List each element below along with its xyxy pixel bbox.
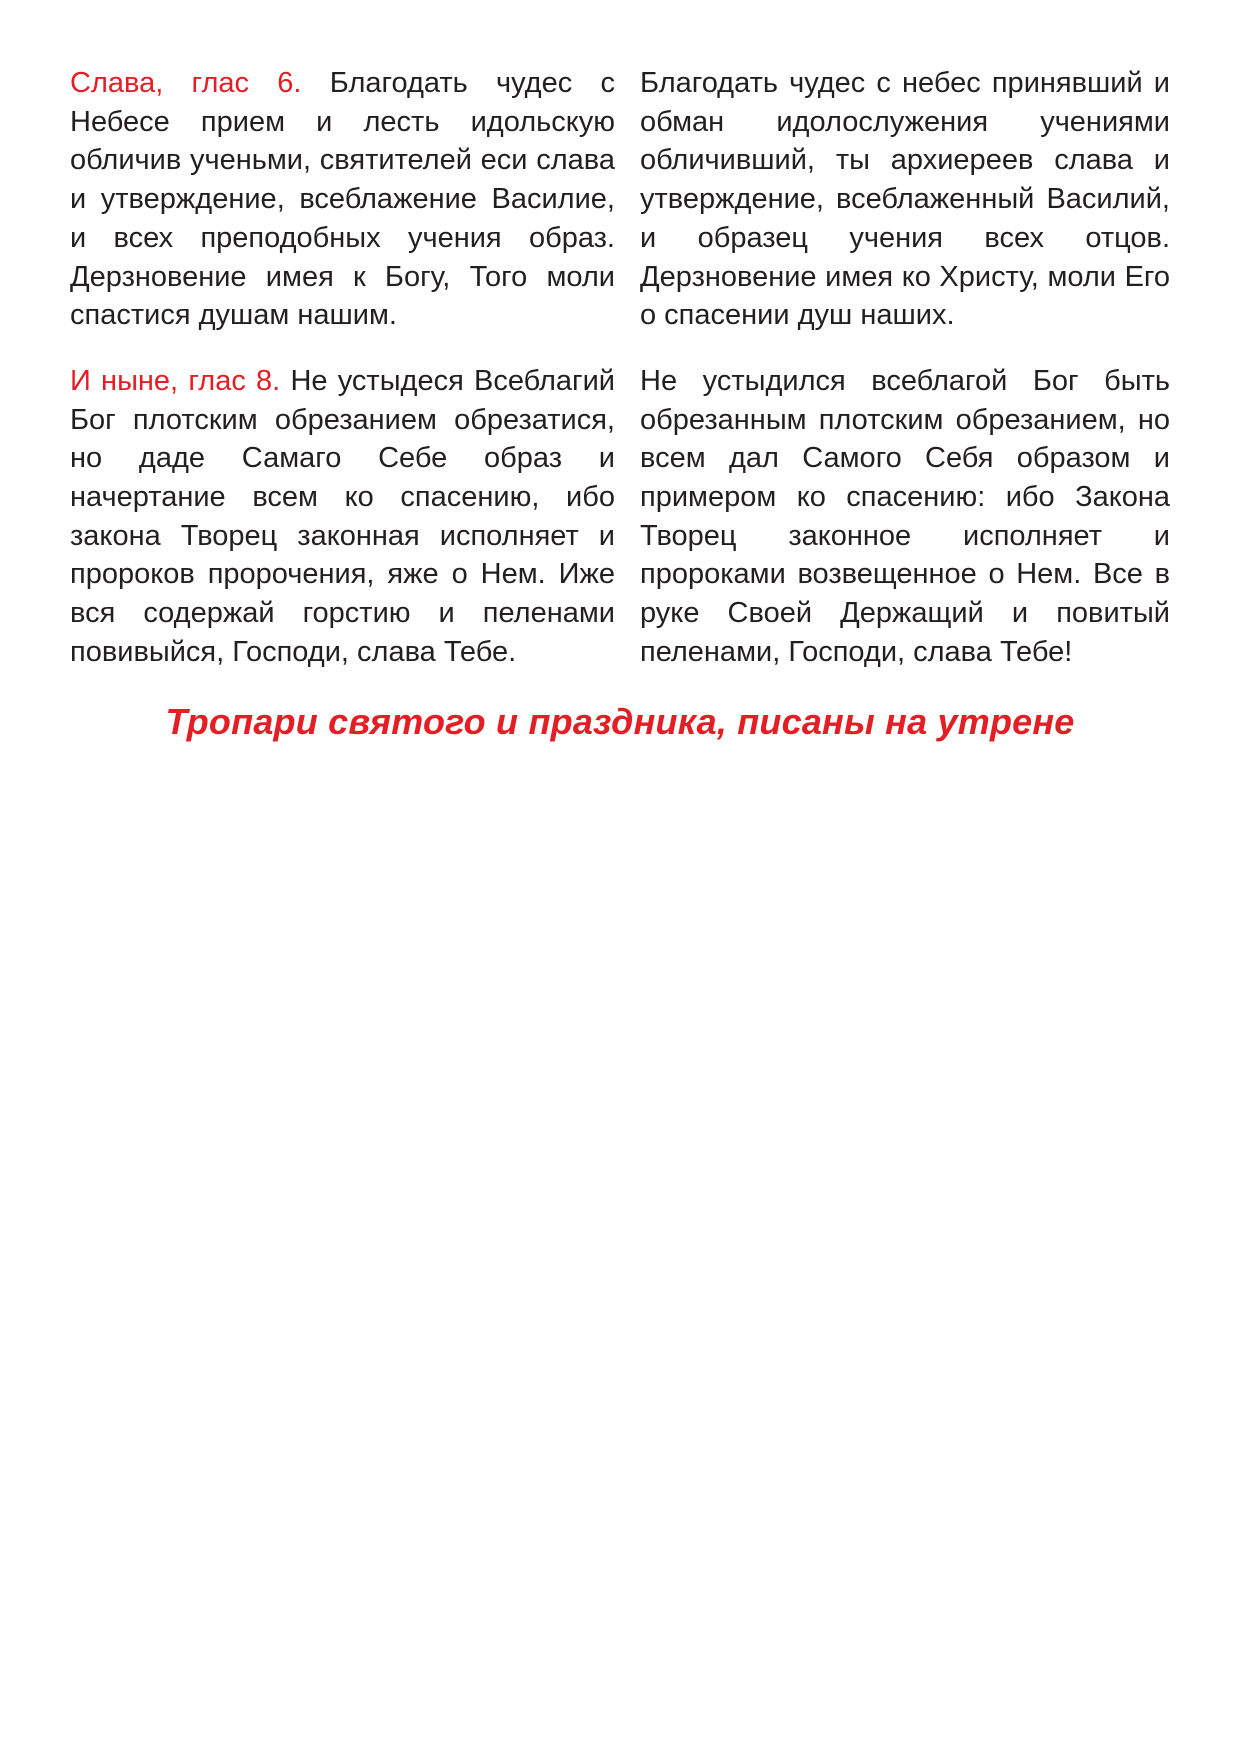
russian-text: Не устыдился всеблагой Бог быть обрезанным плотским обрезанием, но всем дал Самого Себя образом и примером ко спасению: ибо Закона Творец законное исполняет и пророками возвещенное о Нем. Все в руке Своей Держащий и повитый пеленами, Господи, слава Тебе!: [640, 364, 1170, 668]
section-title: Тропари святого и праздника, писаны на утрене: [165, 700, 1075, 742]
document-body: [70, 64, 1170, 744]
slavonic-column: [70, 64, 615, 335]
stichera-slava-row: [70, 64, 1170, 335]
rubric-i-nyne: И ныне, глас 8.: [70, 364, 281, 397]
russian-column: [640, 64, 1170, 335]
slavonic-column: [70, 362, 615, 672]
stichera-i-nyne-row: [70, 362, 1170, 672]
russian-text: Благодать чудес с небес принявший и обман идолослужения учениями обличивший, ты архиереев слава и утверждение, всеблаженный Василий, и образец учения всех отцов. Дерзновение имея ко Христу, моли Его о спасении душ наших.: [640, 67, 1170, 332]
slavonic-text: Благодать чудес с Небесе прием и лесть идольскую обличив ученьми, святителей еси слава и утверждение, всеблажение Василие, и всех преподобных учения образ. Дерзновение имея к Богу, Того моли спастися душам нашим.: [70, 67, 615, 332]
rubric-slava: Слава, глас 6.: [70, 67, 302, 99]
slavonic-text: Не устыдеся Всеблагий Бог плотским обрезанием обрезатися, но даде Самаго Себе образ и начертание всем ко спасению, ибо закона Творец законная исполняет и пророков пророчения, яже о Нем. Иже вся содержай горстию и пеленами повивыйся, Господи, слава Тебе.: [70, 364, 615, 668]
russian-column: [640, 362, 1170, 672]
